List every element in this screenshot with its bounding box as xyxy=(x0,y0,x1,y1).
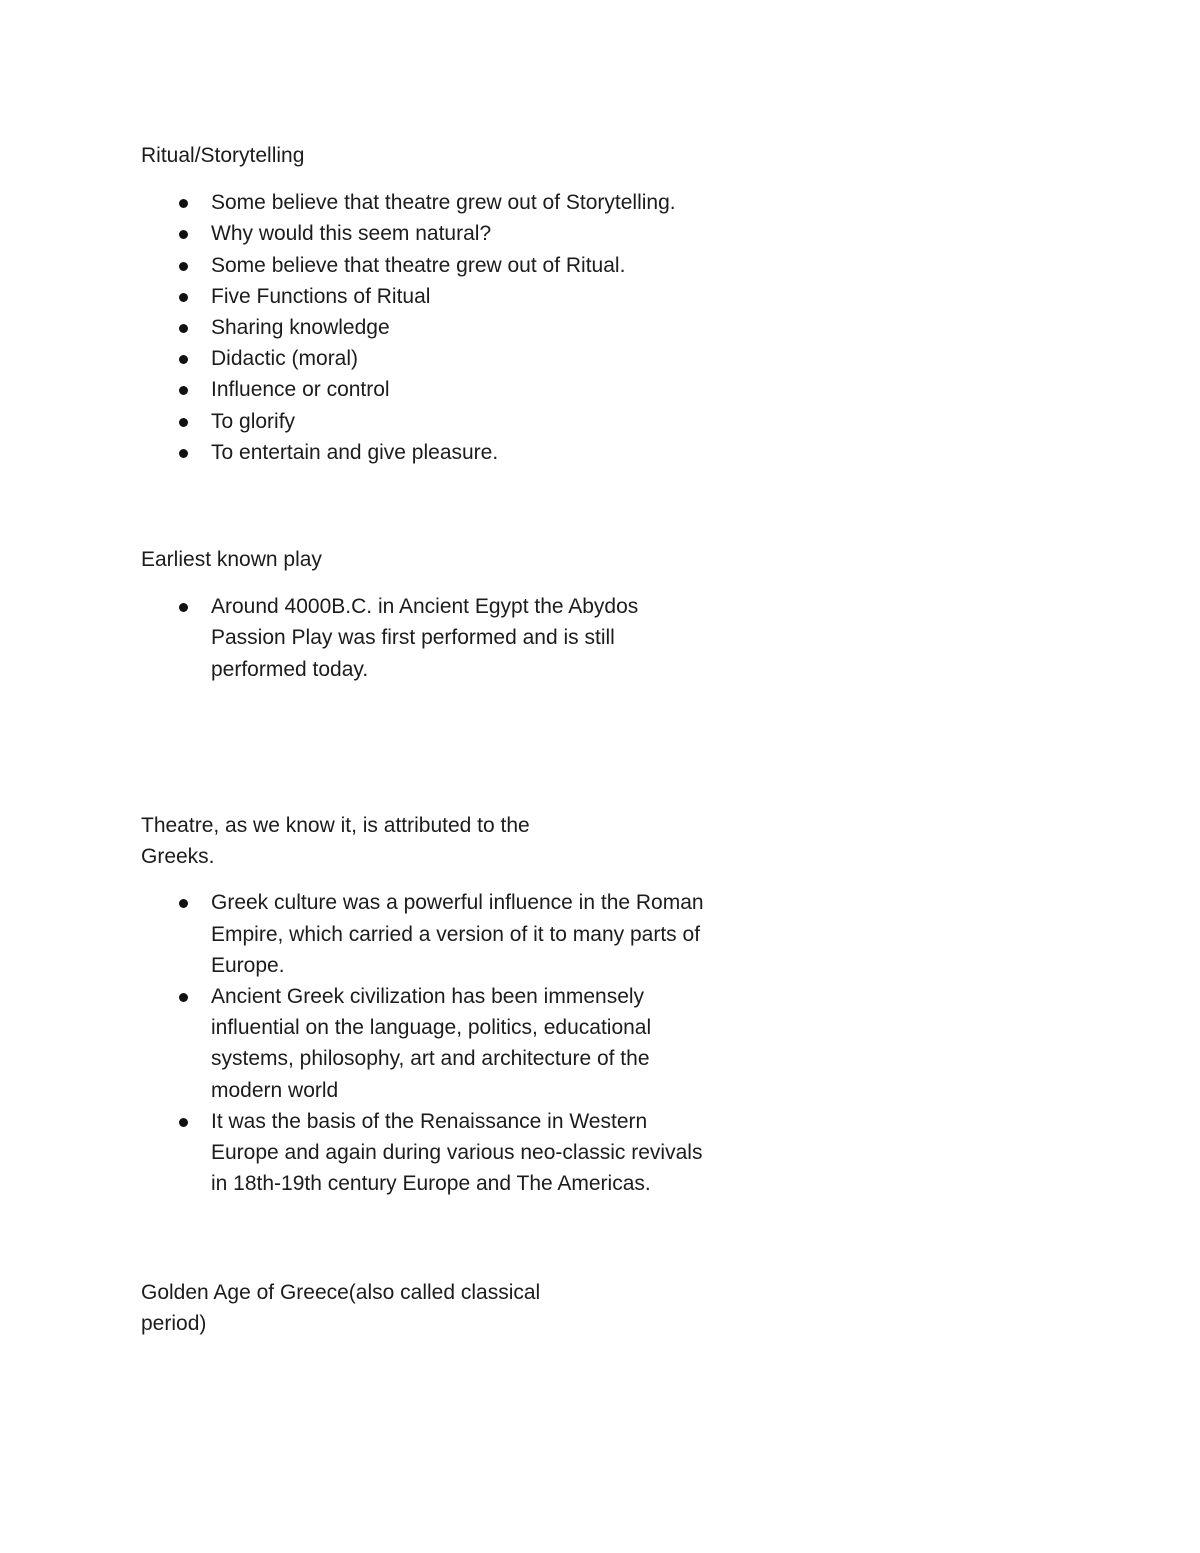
bullet-item: Sharing knowledge xyxy=(141,312,711,343)
bullet-item: Why would this seem natural? xyxy=(141,218,711,249)
section-heading: Earliest known play xyxy=(141,548,322,571)
section-golden-age xyxy=(141,1277,721,1339)
bullet-item: Didactic (moral) xyxy=(141,343,711,374)
bullet-list xyxy=(141,591,721,685)
section-heading: Golden Age of Greece(also called classical period) xyxy=(141,1281,541,1336)
bullet-item: To glorify xyxy=(141,406,711,437)
bullet-item: To entertain and give pleasure. xyxy=(141,437,711,468)
bullet-item: Ancient Greek civilization has been immensely influential on the language, politics, educational systems, philosophy, art and architecture of the modern world xyxy=(141,981,711,1106)
bullet-list xyxy=(141,187,721,468)
section-ritual-storytelling xyxy=(141,140,721,468)
bullet-list xyxy=(141,887,721,1199)
bullet-item: Some believe that theatre grew out of Storytelling. xyxy=(141,187,711,218)
bullet-item: Influence or control xyxy=(141,374,711,405)
section-heading: Ritual/Storytelling xyxy=(141,144,305,167)
section-earliest-known-play xyxy=(141,544,721,685)
section-heading: Theatre, as we know it, is attributed to the Greeks. xyxy=(141,814,530,869)
bullet-item: Greek culture was a powerful influence in the Roman Empire, which carried a version of it to many parts of Europe. xyxy=(141,887,711,981)
section-theatre-greeks xyxy=(141,810,721,1199)
bullet-item: Around 4000B.C. in Ancient Egypt the Abydos Passion Play was first performed and is still performed today. xyxy=(141,591,711,685)
bullet-item: Some believe that theatre grew out of Ritual. xyxy=(141,250,711,281)
bullet-item: It was the basis of the Renaissance in Western Europe and again during various neo-classic revivals in 18th-19th century Europe and The Americas. xyxy=(141,1106,711,1200)
bullet-item: Five Functions of Ritual xyxy=(141,281,711,312)
